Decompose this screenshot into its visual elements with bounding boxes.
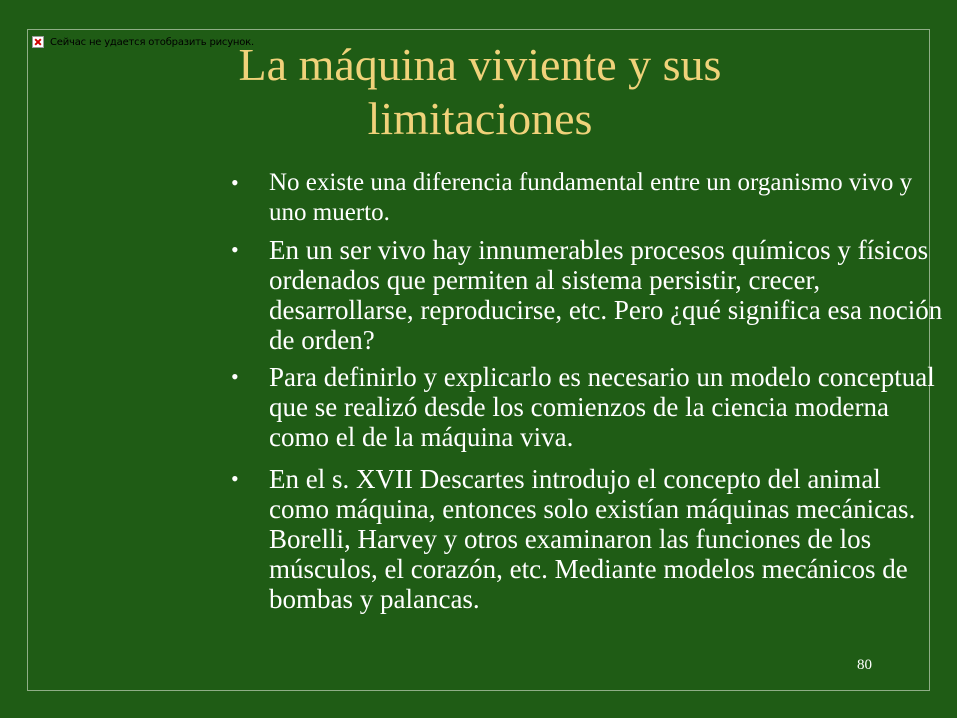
bullet-text: En un ser vivo hay innumerables procesos químicos y físicos ordenados que permiten al sistema persistir, crecer, desarrollarse, reproducirse, etc. Pero ¿qué significa esa noción de orden? (269, 235, 943, 355)
bullet-text: No existe una diferencia fundamental entre un organismo vivo y uno muerto. (269, 169, 913, 226)
bullet-dot-icon: • (231, 170, 239, 195)
bullet-list (229, 168, 944, 614)
bullet-dot-icon: • (231, 364, 239, 389)
bullet-text: Para definirlo y explicarlo es necesario un modelo conceptual que se realizó desde los comienzos de la ciencia moderna como el de la máquina viva. (269, 362, 935, 452)
broken-image-text: Сейчас не удается отобразить рисунок. (50, 36, 255, 48)
slide-title: La máquina viviente y sus limitaciones (238, 39, 722, 144)
bullet-item (229, 464, 944, 614)
broken-image-icon (32, 36, 44, 48)
bullet-item (229, 235, 944, 355)
bullet-text: En el s. XVII Descartes introdujo el concepto del animal como máquina, entonces solo existían máquinas mecánicas. Borelli, Harvey y otros examinaron las funciones de los músculos, el corazón, etc. Mediante modelos mecánicos de bombas y palancas. (269, 464, 916, 614)
bullet-dot-icon: • (231, 237, 239, 262)
bullet-item (229, 168, 944, 228)
bullet-item (229, 362, 944, 452)
page-number: 80 (857, 657, 872, 673)
bullet-dot-icon: • (231, 466, 239, 491)
